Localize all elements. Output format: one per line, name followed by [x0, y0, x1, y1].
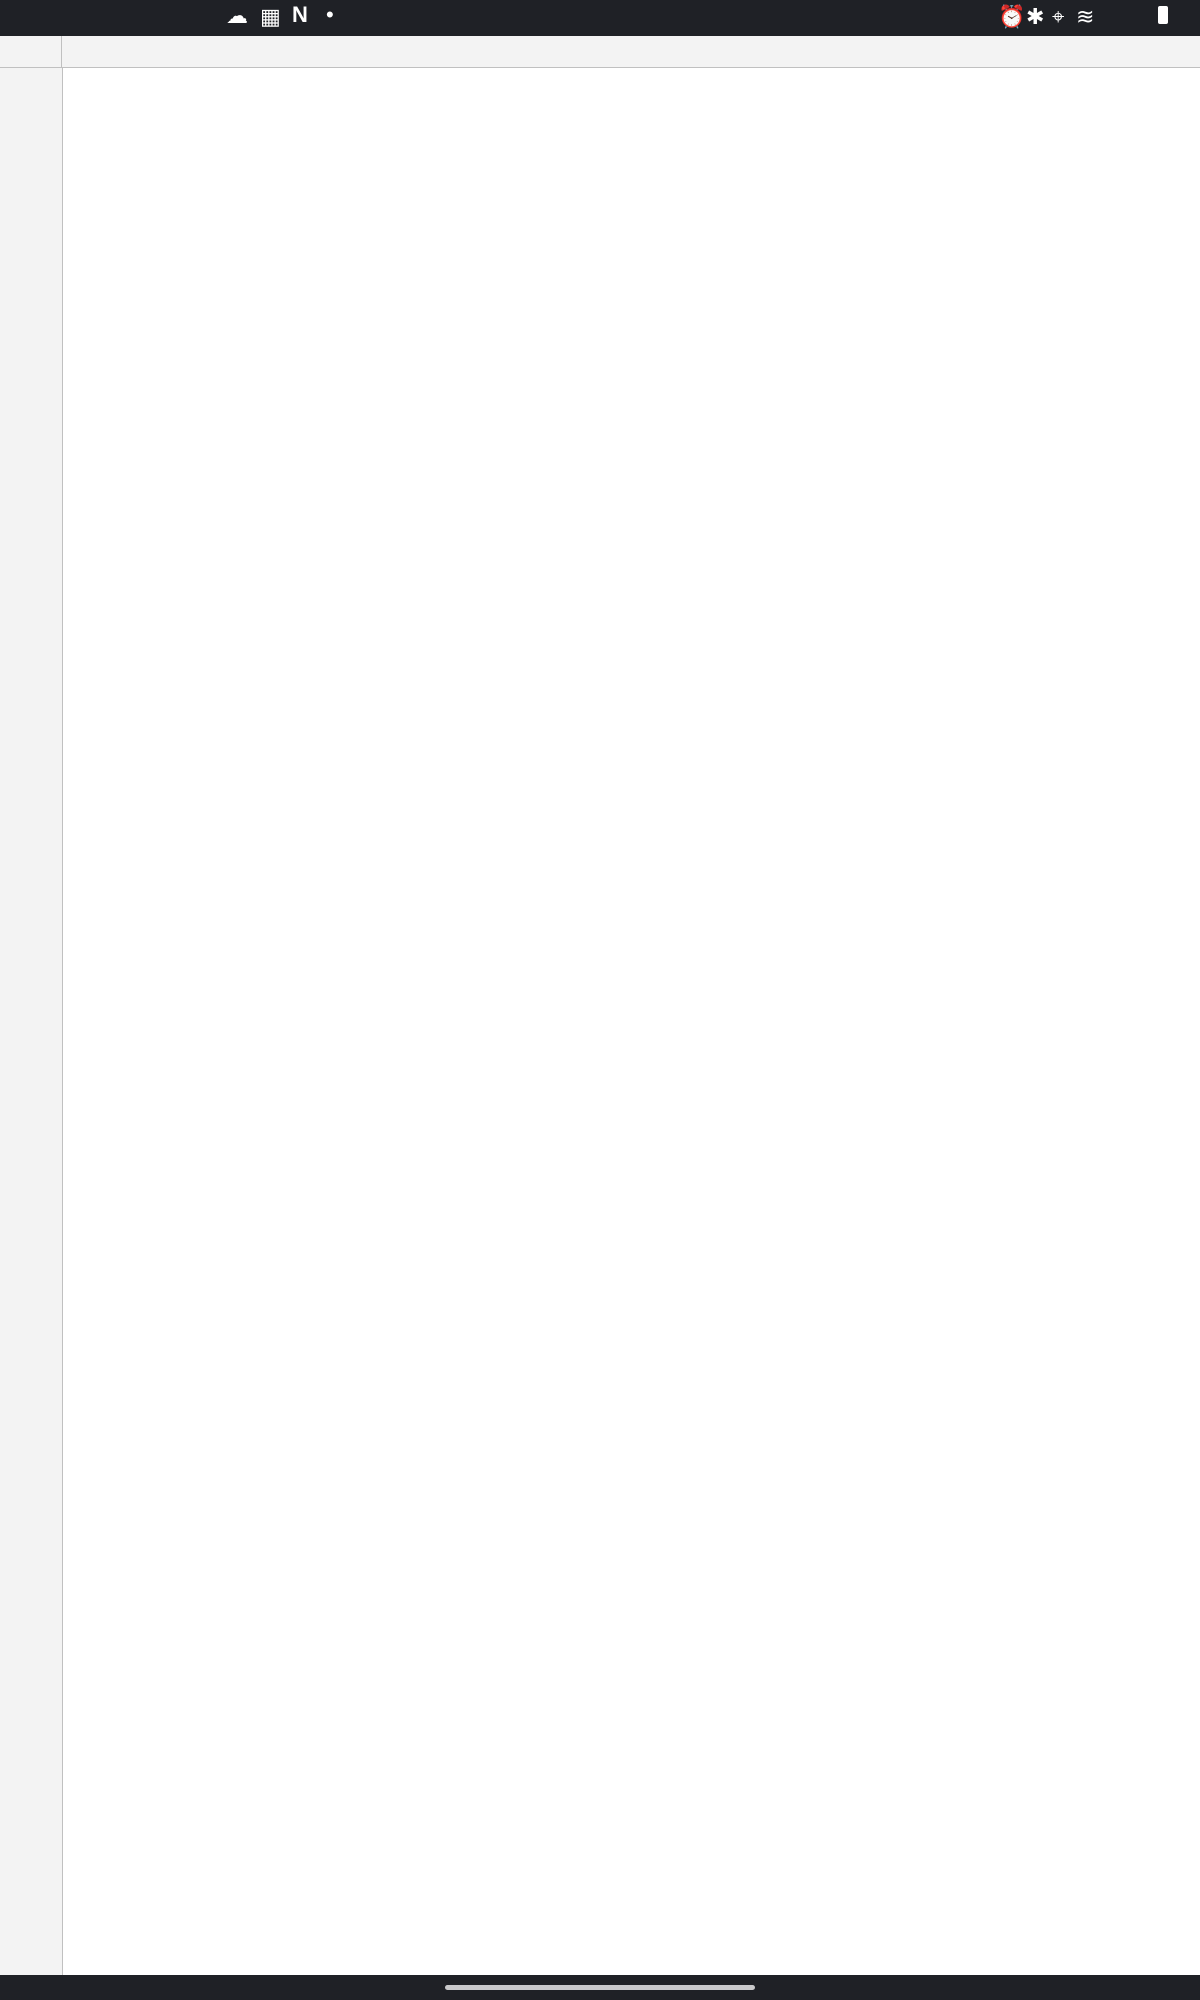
corner-cell[interactable] — [0, 36, 62, 67]
row-header[interactable] — [0, 67, 63, 1975]
netflix-icon: N — [292, 2, 308, 27]
navigation-bar — [0, 1975, 1200, 2000]
dot-icon: • — [326, 2, 334, 27]
location-icon: ⌖ — [1052, 4, 1065, 29]
spreadsheet-grid[interactable] — [0, 36, 1200, 1975]
status-bar — [0, 0, 1200, 36]
column-header[interactable] — [0, 36, 1200, 68]
home-gesture-handle[interactable] — [445, 1985, 755, 1990]
alarm-icon: ⏰ — [998, 4, 1026, 29]
cloud-icon: ☁ — [226, 3, 248, 28]
battery-icon — [1158, 6, 1168, 24]
calendar-icon: ▦ — [260, 4, 281, 29]
bluetooth-icon: ✱ — [1026, 4, 1045, 29]
wifi-icon: ≋ — [1076, 4, 1095, 29]
